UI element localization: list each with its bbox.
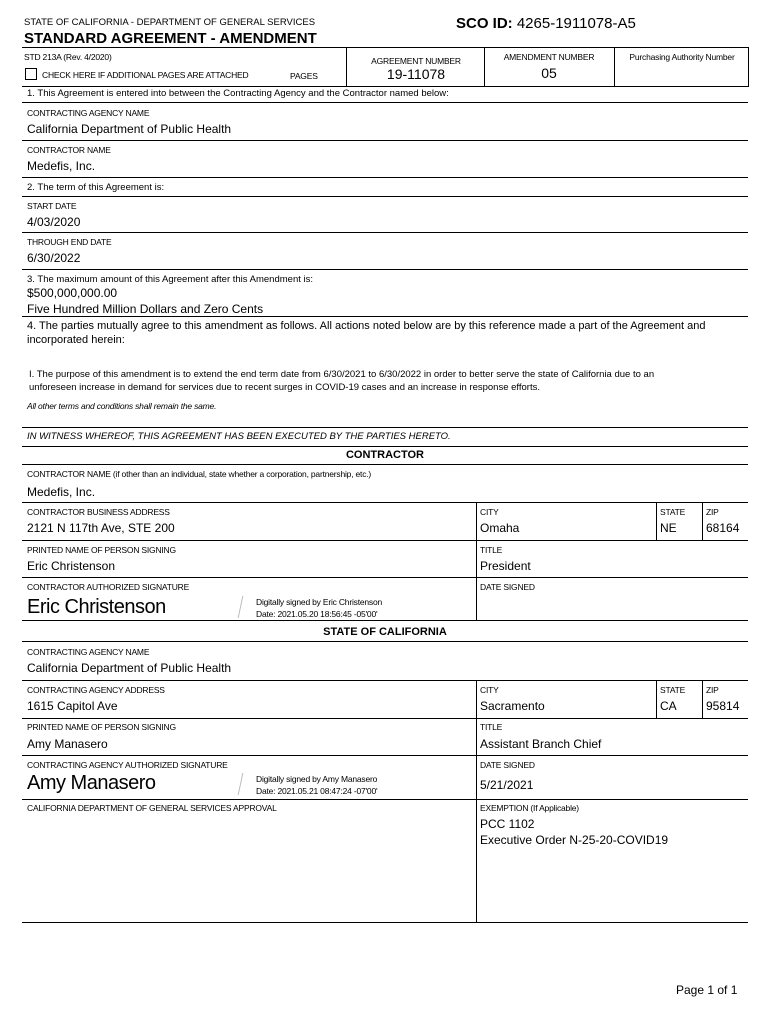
state-printed-name: Amy Manasero	[27, 737, 108, 751]
divider	[614, 47, 615, 87]
section-4-intro-line2: incorporated herein:	[27, 334, 125, 346]
divider	[22, 102, 748, 103]
state-title: Assistant Branch Chief	[480, 737, 602, 751]
contractor-name: Medefis, Inc.	[27, 159, 96, 173]
divider	[484, 47, 485, 87]
sco-id	[456, 15, 636, 32]
exemption-label: EXEMPTION (If Applicable)	[480, 803, 579, 813]
max-amount: $500,000,000.00	[27, 286, 118, 300]
amendment-number: 05	[541, 65, 557, 81]
exemption-line2: Executive Order N-25-20-COVID19	[480, 833, 669, 847]
witness-statement: IN WITNESS WHEREOF, THIS AGREEMENT HAS BEEN EXECUTED BY THE PARTIES HERETO.	[27, 431, 451, 442]
page-number: Page 1 of 1	[676, 983, 738, 997]
divider	[22, 269, 748, 270]
divider	[22, 464, 748, 465]
divider	[656, 680, 657, 718]
contractor-legal-name: Medefis, Inc.	[27, 485, 96, 499]
divider	[22, 427, 748, 428]
state-agency-name: California Department of Public Health	[27, 661, 232, 675]
divider	[22, 86, 748, 87]
contractor-legal-name-label: CONTRACTOR NAME (if other than an individual, state whether a corporation, partnership, etc.)	[27, 469, 372, 479]
state-zip-label: ZIP	[706, 685, 719, 695]
divider	[22, 502, 748, 503]
contractor-state-label: STATE	[660, 507, 686, 517]
state-signature-label: CONTRACTING AGENCY AUTHORIZED SIGNATURE	[27, 760, 228, 770]
state-city-label: CITY	[480, 685, 499, 695]
divider	[22, 446, 748, 447]
state-zip: 95814	[706, 699, 740, 713]
end-date: 6/30/2022	[27, 251, 81, 265]
state-signature: Amy Manasero	[27, 772, 156, 794]
contractor-signature-label: CONTRACTOR AUTHORIZED SIGNATURE	[27, 582, 190, 592]
section-3-intro: 3. The maximum amount of this Agreement after this Amendment is:	[27, 274, 314, 285]
divider	[22, 140, 748, 141]
state-city: Sacramento	[480, 699, 545, 713]
purchasing-authority-label: Purchasing Authority Number	[629, 52, 735, 62]
signature-watermark-icon	[238, 773, 256, 795]
divider	[22, 922, 748, 923]
state-agency-address-label: CONTRACTING AGENCY ADDRESS	[27, 685, 165, 695]
divider	[346, 47, 347, 87]
contractor-digital-signature-line1: Digitally signed by Eric Christenson	[256, 597, 383, 607]
contractor-date-signed-label: DATE SIGNED	[480, 582, 535, 592]
contractor-zip: 68164	[706, 521, 740, 535]
state-state-label: STATE	[660, 685, 686, 695]
state-title-label: TITLE	[480, 722, 503, 732]
state-state: CA	[660, 699, 677, 713]
state-digital-signature-line2: Date: 2021.05.21 08:47:24 -07'00'	[256, 786, 378, 796]
divider	[476, 502, 477, 620]
agency-name: California Department of Public Health	[27, 122, 232, 136]
purpose-line1: I. The purpose of this amendment is to extend the end term date from 6/30/2021 to 6/30/2022 in order to better serve the state of California due to an	[29, 369, 655, 380]
state-department-line: STATE OF CALIFORNIA - DEPARTMENT OF GENERAL SERVICES	[24, 17, 316, 28]
state-digital-signature-line1: Digitally signed by Amy Manasero	[256, 774, 378, 784]
contractor-city-label: CITY	[480, 507, 499, 517]
contractor-section-header: CONTRACTOR	[345, 449, 424, 461]
divider	[656, 502, 657, 540]
contractor-printed-name-label: PRINTED NAME OF PERSON SIGNING	[27, 545, 176, 555]
divider	[702, 680, 703, 718]
dgs-approval-label: CALIFORNIA DEPARTMENT OF GENERAL SERVICES APPROVAL	[27, 803, 277, 813]
pages-label: PAGES	[290, 71, 318, 81]
form-id: STD 213A (Rev. 4/2020)	[24, 52, 112, 62]
state-agency-name-label: CONTRACTING AGENCY NAME	[27, 647, 150, 657]
divider	[22, 196, 748, 197]
state-agency-address: 1615 Capitol Ave	[27, 699, 118, 713]
state-section-header: STATE OF CALIFORNIA	[323, 626, 447, 638]
state-printed-name-label: PRINTED NAME OF PERSON SIGNING	[27, 722, 176, 732]
contractor-digital-signature-line2: Date: 2021.05.20 18:56:45 -05'00'	[256, 609, 378, 619]
divider	[702, 502, 703, 540]
purpose-line2: unforeseen increase in demand for services due to recent surges in COVID-19 cases and an increase in response efforts.	[29, 382, 540, 393]
divider	[22, 540, 748, 541]
contractor-city: Omaha	[480, 521, 520, 535]
start-date: 4/03/2020	[27, 215, 81, 229]
section-1-intro: 1. This Agreement is entered into between the Contracting Agency and the Contractor named below:	[27, 88, 449, 99]
divider	[476, 680, 477, 922]
divider	[22, 177, 748, 178]
divider	[22, 799, 748, 800]
start-date-label: START DATE	[27, 201, 77, 211]
signature-watermark-icon	[238, 596, 256, 618]
additional-pages-label: CHECK HERE IF ADDITIONAL PAGES ARE ATTACHED	[42, 70, 249, 80]
exemption-line1: PCC 1102	[480, 817, 535, 831]
contractor-state: NE	[660, 521, 677, 535]
section-4-intro-line1: 4. The parties mutually agree to this amendment as follows. All actions noted below are by this reference made a part of the Agreement and	[27, 320, 706, 332]
amendment-number-label: AMENDMENT NUMBER	[503, 52, 595, 62]
contractor-title: President	[480, 559, 531, 573]
other-terms: All other terms and conditions shall remain the same.	[27, 401, 217, 411]
max-amount-words: Five Hundred Million Dollars and Zero Cents	[27, 302, 264, 316]
sco-id-value: 4265-1911078-A5	[516, 15, 636, 32]
contractor-address-label: CONTRACTOR BUSINESS ADDRESS	[27, 507, 170, 517]
divider	[22, 577, 748, 578]
contractor-title-label: TITLE	[480, 545, 503, 555]
divider	[22, 755, 748, 756]
contractor-zip-label: ZIP	[706, 507, 719, 517]
end-date-label: THROUGH END DATE	[27, 237, 112, 247]
divider	[22, 620, 748, 621]
state-date-signed-label: DATE SIGNED	[480, 760, 535, 770]
divider	[614, 47, 748, 48]
additional-pages-checkbox[interactable]	[25, 68, 37, 80]
contractor-signature: Eric Christenson	[27, 596, 166, 618]
contractor-name-label: CONTRACTOR NAME	[27, 145, 111, 155]
contractor-printed-name: Eric Christenson	[27, 559, 116, 573]
agreement-number: 19-11078	[386, 66, 446, 82]
divider	[22, 316, 748, 317]
agency-name-label: CONTRACTING AGENCY NAME	[27, 108, 150, 118]
divider	[22, 718, 748, 719]
contractor-address: 2121 N 117th Ave, STE 200	[27, 521, 175, 535]
divider	[22, 232, 748, 233]
header-divider	[22, 47, 622, 48]
agreement-number-label: AGREEMENT NUMBER	[371, 56, 461, 66]
sco-id-label: SCO ID:	[456, 15, 513, 32]
divider	[22, 680, 748, 681]
state-date-signed: 5/21/2021	[480, 778, 534, 792]
divider	[748, 47, 749, 87]
divider	[22, 641, 748, 642]
form-title: STANDARD AGREEMENT - AMENDMENT	[24, 30, 317, 47]
section-2-intro: 2. The term of this Agreement is:	[27, 182, 165, 193]
